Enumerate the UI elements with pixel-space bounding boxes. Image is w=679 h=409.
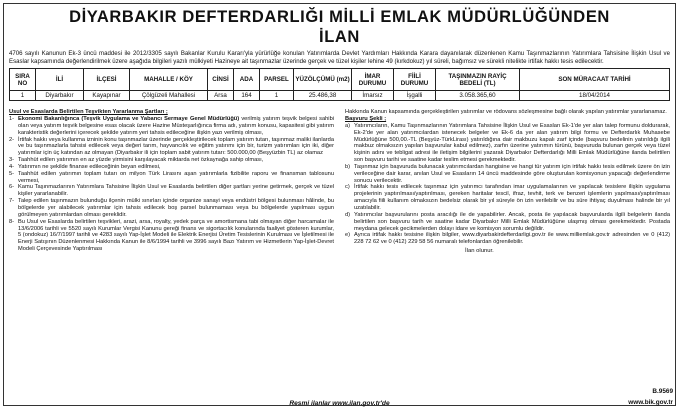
col-header: ADA	[234, 69, 260, 91]
item-text: İrtifak hakkı tesis edilecek taşınmaz için yatırımcı tarafından imar uygulamalarının ve yapılacak tesislere ilişkin uygulama projelerinin yaptırılması/yaptırılması, gereken haritalar tescil, ifraz, tevhit, terk ve benzeri işlemlerin yapılması/yaptırılması amacıyla fiili kullanım olmaksızın bedelsiz olarak bir yıl süreyle ön izin verilebilir ve bu süre ihtiyaç duyulması halinde bir yıl uzatılabilir.	[354, 184, 670, 211]
col-header: FİİLİ DURUMU	[394, 69, 436, 91]
ad-page	[3, 3, 676, 406]
cell-ada: 164	[234, 91, 260, 101]
conditions-heading: Usul ve Esaslarda Belirtilen Teşvikten Yararlanma Şartları ;	[9, 109, 168, 116]
item-text: Taahhüt edilen yatırımın en az yüzde yirmisini karşılayacak miktarda net özkaynağa sahip olması,	[18, 157, 264, 164]
item-number: 7-	[9, 198, 15, 205]
item-text: Taşınmaz için başvuruda bulunacak yatırımcılardan hangisine ve hangi tür yatırım için irtifak hakkı tesis edilmek üzere ön izin verileceğine dair karar, anılan Usul ve Esasların 14 üncü maddesinde göre oluşturulan komisyonun yapacağı değerlendirme sonucu verilecektir.	[354, 163, 670, 184]
col-header: İLÇESİ	[84, 69, 130, 91]
item-bold-text: Ekonomi Bakanlığınca (Teşvik Uygulama ve Yabancı Sermaye Genel Müdürlüğü)	[18, 116, 240, 123]
cell-il: Diyarbakır	[36, 91, 84, 101]
cell-yuzolcum: 25.486,38	[294, 91, 352, 101]
col-header: PARSEL	[260, 69, 294, 91]
property-table	[9, 68, 670, 101]
item-text: İrtifak hakkı veya kullanma izninin konu taşınmazlar üzerinde gerçekleştirilecek toplam yatırım tutarı, taşınmaz maliki ilanlarda ve bu taşınmazlarla tahsisi edilecek veya değeri tarım, hayvancılık ve eğitim yatırımı için bir, turizm yatırımları için iki, diğer yatırımlar için üç katından az olmayan (Diyarbakır ili için toplam sabit yatırım tutarı: 500.000,00 (Beşyüzbin TL) az olamaz	[18, 136, 334, 157]
item-text: Taahhüt edilen yatırımın toplam tutarı on milyon Türk Lirasını aşan yatırımlarla fizibilite raporu ve finansman tablosunu vermesi,	[18, 170, 334, 184]
item-text: Talep edilen taşınmazın bulunduğu ilçenin mülki sınırları içinde organize sanayi veya endüstri bölgesi bulunması hâlinde, bu bölgelerde yer alabilecek yatırımlar için tahsis edilecek boş parsel bulunmaması veya bu bölgelerde yapılması uygun görülmeyen yatırımlardan olması gereklidir.	[18, 198, 334, 218]
intro-paragraph: 4706 sayılı Kanunun Ek-3 üncü maddesi ile 2012/3305 sayılı Bakanlar Kurulu Kararı'yla yürürlüğe konulan Yatırımlarda Devlet Yardımları Hakkında Karara dayanılarak düzenlenen Kamu Taşınmazlarının Yatırımlara Tahsisine İlişkin Usul ve Esaslar kapsamında değerlendirilmek üzere aşağıda bilgileri yazılı mülkiyeti Hazineye ait taşınmazlar üzerinde gerçek ve tüzel kişiler lehine 49 (kırkdokuz) yıl süreli, bağımsız ve sürekli nitelikte irtifak hakkı tesis edilecektir.	[9, 50, 670, 65]
continuation-text: Hakkında Kanun kapsamında gerçekleştirilen yatırımlar ve rödovans sözleşmesine bağlı olarak yapılan yatırımlar yararlanamaz.	[345, 109, 667, 116]
application-heading: Başvuru Şekli ;	[345, 116, 387, 123]
ad-code: B.9569	[652, 388, 673, 395]
col-header: MAHALLE / KÖY	[130, 69, 208, 91]
right-column	[345, 109, 670, 255]
item-number: 1-	[9, 116, 15, 123]
title-line-1: DİYARBAKIR DEFTERDARLIĞI MİLLİ EMLAK MÜDÜRLÜĞÜNDEN	[69, 8, 610, 26]
cell-fiili: İşgalli	[394, 91, 436, 101]
closing-text: İlan olunur.	[465, 248, 494, 255]
list-item	[345, 212, 670, 233]
col-header: İMAR DURUMU	[352, 69, 394, 91]
col-header: SIRA NO	[10, 69, 36, 91]
cell-ilce: Kayapınar	[84, 91, 130, 101]
item-number: 6-	[9, 184, 15, 191]
body-columns	[9, 109, 670, 255]
list-item	[9, 164, 334, 171]
list-item	[9, 157, 334, 164]
item-text: Kamu Taşınmazlarının Yatırımlara Tahsisine İlişkin Usul ve Esaslarda belirtilen diğer şartları yerine getirmek, gerçek ve tüzel kişiler yararlanabilir.	[18, 184, 334, 198]
list-item	[9, 184, 334, 198]
title-line-2: İLAN	[319, 28, 360, 46]
cell-son-muracaat: 18/04/2014	[520, 91, 670, 101]
item-text: verilmiş yatırım teşvik belgesi sahibi olan veya yatırım teşvik belgesine esas olacak üzere Hazine Müsteşarlığınca firma adı, yatırım konusu, kapasitesi gibi yatırım karakteristik değerlerini içerecek şekilde yatırım yeri tahsis edileceğine ilişkin yazı verilmiş olması,	[18, 116, 334, 136]
cell-parsel: 1	[260, 91, 294, 101]
item-number: 2-	[9, 136, 15, 143]
list-item	[9, 171, 334, 185]
item-text: Bu Usul ve Esaslarda belirtilen teşvikleri, arazi, arsa, royalty, yedek parça ve amortismana tabi olmayan diğer harcamalar ile 13/6/2006 tarihli ve 5520 sayılı Kurumlar Vergisi Kanunu gereği finans ve sigortacılık konularında faaliyet gösteren kurumlar, 5 (ondokuz) 16/7/1997 tarihli ve 4283 sayılı Yap-İşlet Modeli ile Elektrik Enerjisi Üretim Tesislerinin Kurulması ve İşletilmesi ile Enerji Satışının Düzenlenmesi Hakkında Kanun ile 8/6/1994 tarihli ve 3996 sayılı Bazı Yatırım ve Hizmetlerin Yap-İşlet-Devret Modeli Çerçevesinde Yaptırılması	[18, 218, 334, 253]
col-header: CİNSİ	[208, 69, 234, 91]
list-item	[345, 184, 670, 211]
item-number: 5-	[9, 170, 15, 177]
item-text: Ayrıca irtifak hakkı tesisine ilişkin bilgiler, www.diyarbakirdefterdarligi.gov.tr ile www.milliemlak.gov.tr adresinden ve 0 (412) 228 72 62 ve 0 (412) 229 58 56 numaralı telefonlardan öğrenilebilir.	[354, 232, 670, 246]
item-number: 3-	[9, 157, 15, 164]
cell-cins: Arsa	[208, 91, 234, 101]
col-header: YÜZÖLÇÜMÜ (m2)	[294, 69, 352, 91]
list-item	[9, 219, 334, 253]
list-item	[345, 123, 670, 164]
item-letter: a)	[345, 122, 351, 129]
item-text: Yatırımcıların, Kamu Taşınmazlarının Yatırımlara Tahsisine İlişkin Usul ve Esasları Ek-1'de yer alan talep formunu doldurarak, Ek-2'de yer alan yatırımcılardan istenecek belgeler ve Ek-6 da yer alan yatırım bilgi formu ve Defterdarlık Muhasebe Müdürlüğüne 500,00.-TL (Beşyüz-TürkLirası) yatırıldığına dair makbuzu kapalı zarf içinde (başvuru bedelinin yatırıldığı ilgili makbuz olmaksızın yapılan başvurular kabul edilmez), zarfın üzerine yatırımın türünü, başvuruda bulunan gerçek veya tüzel kişinin adını ve tebligat adresi ile iletişim bilgilerini yazarak Diyarbakır Defterdarlığı Milli Emlak Müdürlüğüne ilanda belirtilen son başvuru tarihi ve saatine kadar teslim etmesi gerekmektedir.	[354, 122, 670, 164]
cell-imar: İmarsız	[352, 91, 394, 101]
list-item	[9, 137, 334, 158]
table-row	[10, 91, 670, 101]
item-number: 8-	[9, 218, 15, 225]
item-number: 4-	[9, 163, 15, 170]
list-item	[345, 164, 670, 185]
bik-link[interactable]: www.bik.gov.tr	[628, 399, 673, 406]
item-letter: d)	[345, 211, 351, 218]
col-header: SON MÜRACAAT TARİHİ	[520, 69, 670, 91]
list-item	[345, 232, 670, 246]
resmi-ilanlar-footer: Resmi ilanlar www.ilan.gov.tr'de	[289, 400, 390, 407]
left-column	[9, 109, 334, 255]
col-header: İLİ	[36, 69, 84, 91]
cell-mahalle: Çölgüzeli Mahallesi	[130, 91, 208, 101]
list-item	[9, 198, 334, 219]
item-letter: e)	[345, 232, 351, 239]
item-text: Yatırımın ne şekilde finanse edileceğinin beyan edilmesi,	[18, 163, 161, 170]
list-item	[9, 116, 334, 137]
col-header: TAŞINMAZIN RAYİÇ BEDELİ (TL)	[436, 69, 520, 91]
item-letter: c)	[345, 184, 350, 191]
item-text: Yatırımcılar başvurularını posta aracılığı ile de yapabilirler. Ancak, posta ile yapılacak başvurularda ilgili belgelerin ilanda belirtilen son başvuru tarih ve saatine kadar Diyarbakır Milli Emlak Müdürlüğüne ulaşmış olması gerekmektedir. Postada meydana gelecek gecikmelerden dolayı idare ve komisyon sorumlu değildir.	[354, 211, 670, 232]
table-header-row	[10, 69, 670, 91]
item-letter: b)	[345, 163, 351, 170]
cell-rayic-bedel: 3.058.365,60	[436, 91, 520, 101]
cell-sira-no: 1	[10, 91, 36, 101]
